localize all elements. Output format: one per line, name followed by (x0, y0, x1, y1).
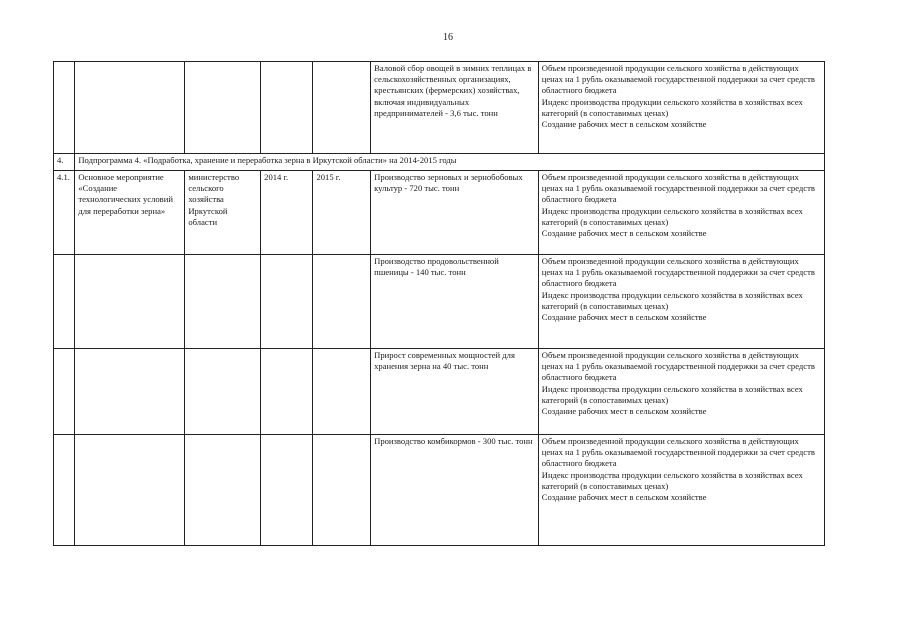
page-number: 16 (443, 32, 453, 43)
cell-indicator: Производство продовольственной пшеницы - 140 тыс. тонн (371, 255, 539, 349)
cell-num (54, 435, 75, 546)
cell-indicator: Прирост современных мощностей для хранения зерна на 40 тыс. тонн (371, 349, 539, 435)
cell-targets: Объем произведенной продукции сельского хозяйства в действующих ценах на 1 рубль оказываемой государственной поддержки за счет средств областного бюджета Индекс производства продукции сельского хозяйства в хозяйствах всех категорий (в сопоставимых ценах) Создание рабочих мест в сельском хозяйстве (538, 435, 824, 546)
cell-targets: Объем произведенной продукции сельского хозяйства в действующих ценах на 1 рубль оказываемой государственной поддержки за счет средств областного бюджета Индекс производства продукции сельского хозяйства в хозяйствах всех категорий (в сопоставимых ценах) Создание рабочих мест в сельском хозяйстве (538, 62, 824, 154)
subprogram-title: Подпрограмма 4. «Подработка, хранение и переработка зерна в Иркутской области» на 2014-2015 годы (75, 154, 825, 171)
cell-start: 2014 г. (261, 171, 313, 255)
cell-start (261, 62, 313, 154)
cell-num (54, 255, 75, 349)
cell-num (54, 62, 75, 154)
cell-executor (185, 255, 261, 349)
table-row (54, 255, 825, 349)
cell-num (54, 349, 75, 435)
cell-end (313, 349, 371, 435)
program-table (53, 61, 825, 546)
subprogram-row (54, 154, 825, 171)
cell-executor (185, 435, 261, 546)
cell-targets: Объем произведенной продукции сельского хозяйства в действующих ценах на 1 рубль оказываемой государственной поддержки за счет средств областного бюджета Индекс производства продукции сельского хозяйства в хозяйствах всех категорий (в сопоставимых ценах) Создание рабочих мест в сельском хозяйстве (538, 255, 824, 349)
cell-indicator: Производство комбикормов - 300 тыс. тонн (371, 435, 539, 546)
cell-end (313, 255, 371, 349)
cell-executor (185, 62, 261, 154)
cell-num: 4.1. (54, 171, 75, 255)
cell-end: 2015 г. (313, 171, 371, 255)
cell-start (261, 255, 313, 349)
cell-indicator: Валовой сбор овощей в зимних теплицах в сельскохозяйственных организациях, крестьянских (фермерских) хозяйствах, включая индивидуальных предпринимателей - 3,6 тыс. тонн (371, 62, 539, 154)
table-row (54, 171, 825, 255)
cell-activity (75, 349, 185, 435)
cell-end (313, 435, 371, 546)
cell-start (261, 349, 313, 435)
cell-activity (75, 435, 185, 546)
cell-targets: Объем произведенной продукции сельского хозяйства в действующих ценах на 1 рубль оказываемой государственной поддержки за счет средств областного бюджета Индекс производства продукции сельского хозяйства в хозяйствах всех категорий (в сопоставимых ценах) Создание рабочих мест в сельском хозяйстве (538, 171, 824, 255)
cell-activity (75, 62, 185, 154)
cell-activity: Основное мероприятие «Создание технологических условий для переработки зерна» (75, 171, 185, 255)
cell-indicator: Производство зерновых и зернобобовых культур - 720 тыс. тонн (371, 171, 539, 255)
cell-executor (185, 349, 261, 435)
table-row (54, 349, 825, 435)
table-row (54, 435, 825, 546)
cell-start (261, 435, 313, 546)
cell-num: 4. (54, 154, 75, 171)
cell-activity (75, 255, 185, 349)
table-row (54, 62, 825, 154)
cell-executor: министерство сельского хозяйства Иркутской области (185, 171, 261, 255)
cell-targets: Объем произведенной продукции сельского хозяйства в действующих ценах на 1 рубль оказываемой государственной поддержки за счет средств областного бюджета Индекс производства продукции сельского хозяйства в хозяйствах всех категорий (в сопоставимых ценах) Создание рабочих мест в сельском хозяйстве (538, 349, 824, 435)
cell-end (313, 62, 371, 154)
